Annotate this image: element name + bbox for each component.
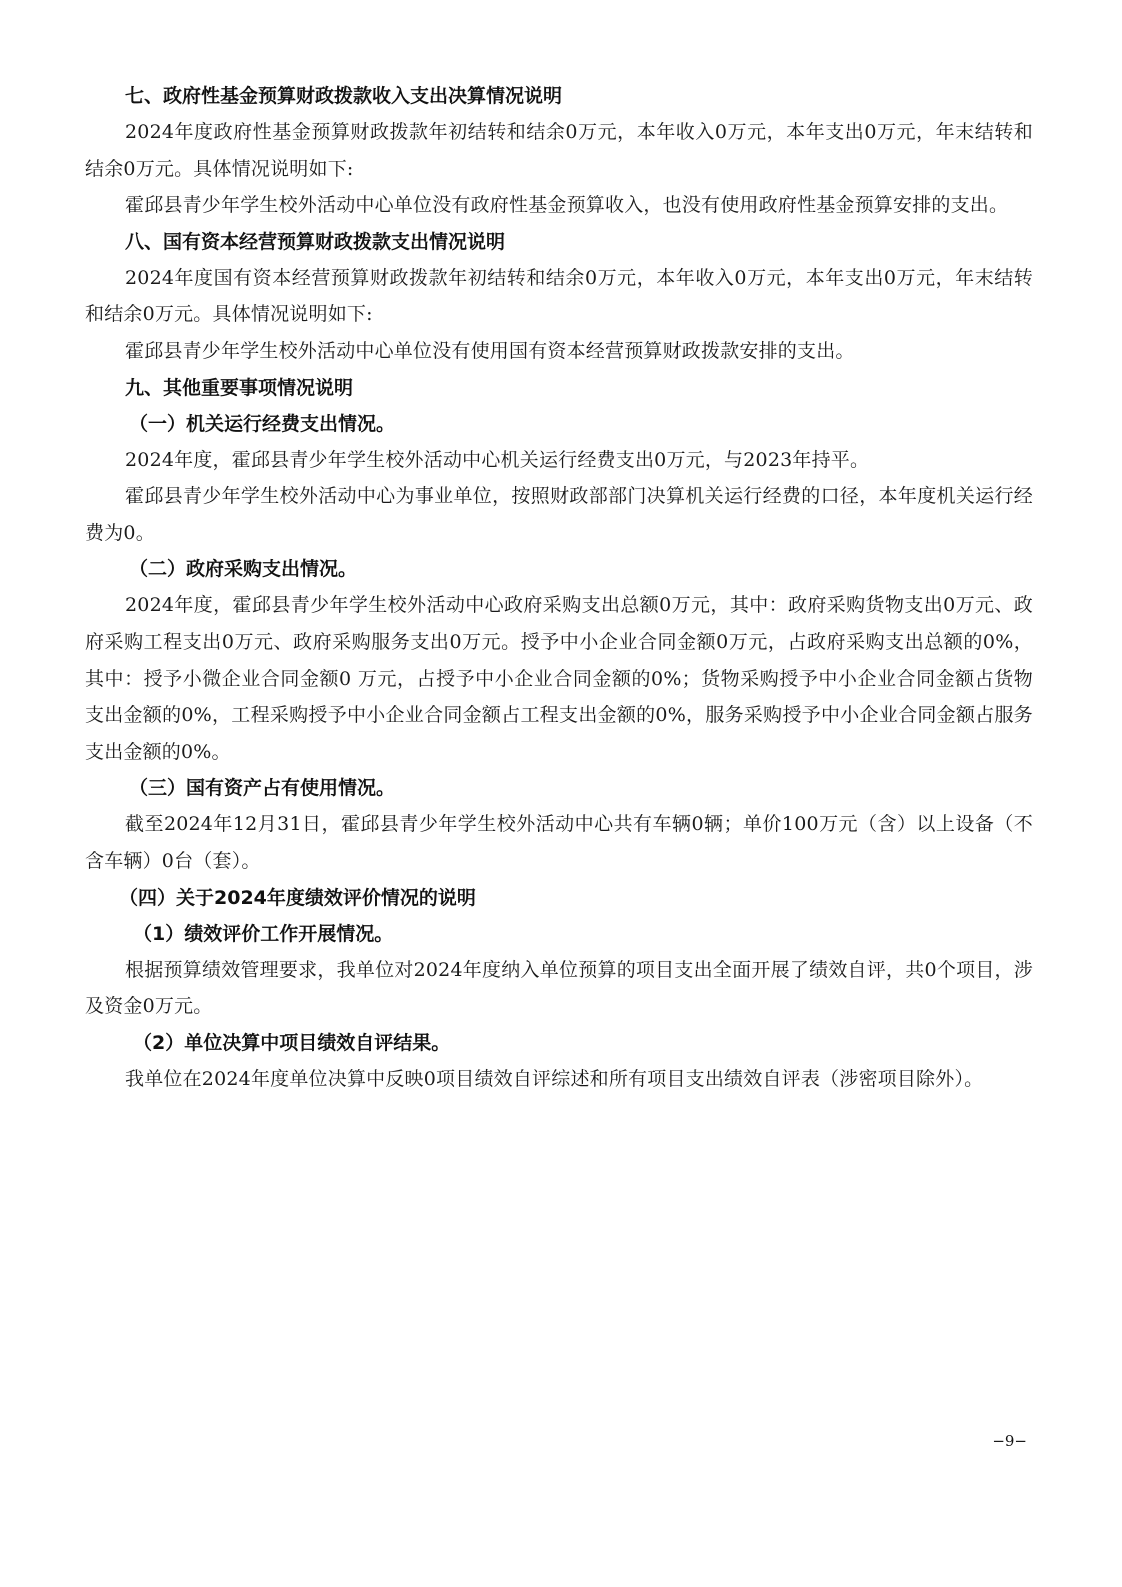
section-9-heading: 九、其他重要事项情况说明 <box>125 376 354 399</box>
item-2-heading: （2）单位决算中项目绩效自评结果。 <box>133 1031 451 1054</box>
subsection-1-para-2: 霍邱县青少年学生校外活动中心为事业单位，按照财政部部门决算机关运行经费的口径，本年度机关运行经费为0。 <box>85 485 1033 544</box>
subsection-1-para-1: 2024年度，霍邱县青少年学生校外活动中心机关运行经费支出0万元，与2023年持平。 <box>125 448 870 471</box>
section-7-para-2: 霍邱县青少年学生校外活动中心单位没有政府性基金预算收入，也没有使用政府性基金预算安排的支出。 <box>125 194 1009 217</box>
subsection-3-heading: （三）国有资产占有使用情况。 <box>129 777 396 800</box>
item-2-para-1: 我单位在2024年度单位决算中反映0项目绩效自评综述和所有项目支出绩效自评表（涉密项目除外）。 <box>125 1067 984 1090</box>
item-1-heading: （1）绩效评价工作开展情况。 <box>133 922 394 945</box>
subsection-2-para-1: 2024年度，霍邱县青少年学生校外活动中心政府采购支出总额0万元，其中：政府采购货物支出0万元、政府采购工程支出0万元、政府采购服务支出0万元。授予中小企业合同金额0万元，占政府采购支出总额的0%，其中：授予小微企业合同金额0 万元，占授予中小企业合同金额的0%；货物采购授予中小企业合同金额占货物支出金额的0%，工程采购授予中小企业合同金额占工程支出金额的0%，服务采购授予中小企业合同金额占服务支出金额的0%。 <box>85 594 1033 763</box>
section-7-para-1: 2024年度政府性基金预算财政拨款年初结转和结余0万元，本年收入0万元，本年支出0万元，年末结转和结余0万元。具体情况说明如下: <box>85 121 1033 180</box>
page-number: −9− <box>992 1432 1027 1450</box>
section-8-para-2: 霍邱县青少年学生校外活动中心单位没有使用国有资本经营预算财政拨款安排的支出。 <box>125 339 855 362</box>
section-7-heading: 七、政府性基金预算财政拨款收入支出决算情况说明 <box>125 85 563 107</box>
subsection-1-heading: （一）机关运行经费支出情况。 <box>129 412 396 435</box>
section-8-heading: 八、国有资本经营预算财政拨款支出情况说明 <box>125 230 506 253</box>
subsection-3-para-1: 截至2024年12月31日，霍邱县青少年学生校外活动中心共有车辆0辆；单价100万元（含）以上设备（不含车辆）0台（套）。 <box>85 813 1033 872</box>
document-body <box>85 78 1033 1097</box>
section-8-para-1: 2024年度国有资本经营预算财政拨款年初结转和结余0万元，本年收入0万元，本年支出0万元，年末结转和结余0万元。具体情况说明如下: <box>85 266 1033 326</box>
item-1-para-1: 根据预算绩效管理要求，我单位对2024年度纳入单位预算的项目支出全面开展了绩效自评，共0个项目，涉及资金0万元。 <box>85 958 1033 1018</box>
subsection-2-heading: （二）政府采购支出情况。 <box>129 558 358 581</box>
subsection-4-heading: （四）关于2024年度绩效评价情况的说明 <box>119 886 476 909</box>
